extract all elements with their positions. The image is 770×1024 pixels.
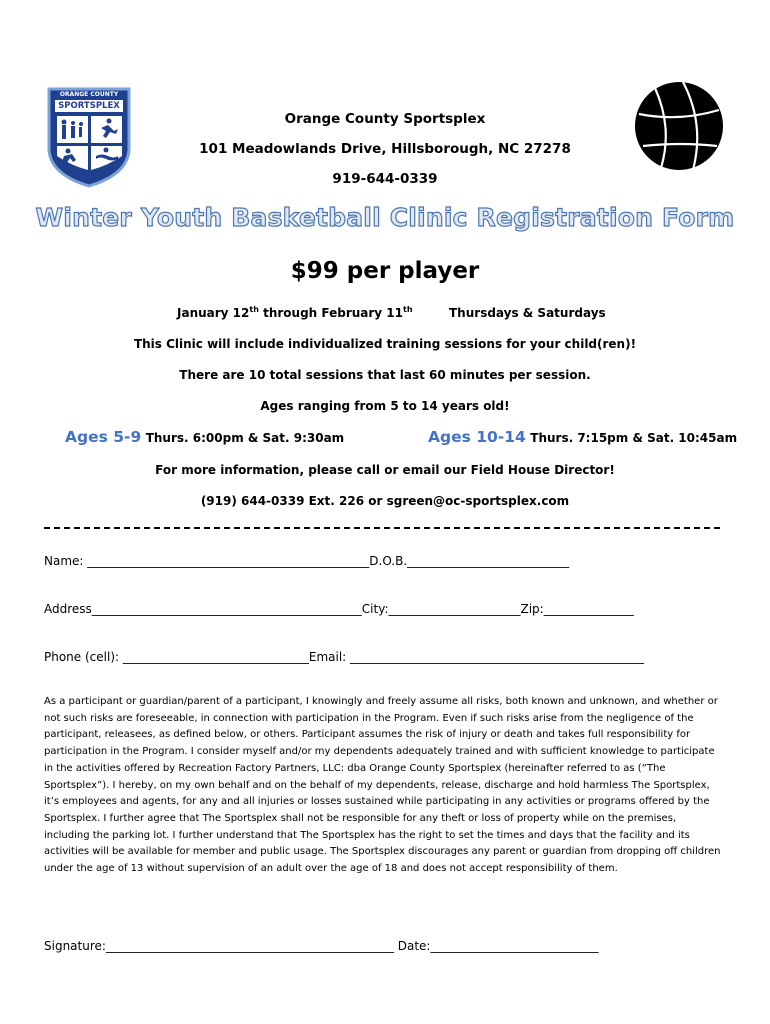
age-group-2-times: Thurs. 7:15pm & Sat. 10:45am — [530, 431, 738, 445]
form-title: Winter Youth Basketball Clinic Registration Form — [35, 203, 735, 232]
contact-line: (919) 644-0339 Ext. 226 or sgreen@oc-sportsplex.com — [200, 494, 570, 508]
email-field[interactable]: _________________________________________________ — [350, 650, 645, 664]
email-label: Email: — [308, 650, 351, 664]
phone-label: Phone (cell): — [44, 650, 123, 664]
date-through: through February 11 — [258, 306, 403, 320]
price: $99 per player — [290, 258, 480, 284]
org-phone: 919-644-0339 — [332, 171, 438, 187]
date-start: January 12 — [177, 306, 250, 320]
age-group-2-ages: Ages 10-14 — [428, 428, 526, 446]
age-group-1-ages: Ages 5-9 — [65, 428, 142, 446]
address-row — [44, 602, 634, 616]
signature-label: Signature: — [44, 939, 106, 953]
logo-top-text: ORANGE COUNTY — [59, 91, 119, 98]
date-start-suffix: th — [249, 305, 259, 314]
phone-row — [44, 650, 644, 664]
dob-field[interactable]: ___________________________ — [407, 554, 570, 568]
age-group-1 — [65, 428, 344, 447]
cut-line — [44, 527, 720, 529]
zip-label: Zip: — [520, 602, 544, 616]
org-address: 101 Meadowlands Drive, Hillsborough, NC 27278 — [199, 141, 571, 157]
name-label: Name: — [44, 554, 88, 568]
address-label: Address — [44, 602, 92, 616]
age-group-2 — [428, 428, 737, 447]
dob-label: D.O.B. — [369, 554, 408, 568]
logo-bottom-text: SPORTSPLEX — [58, 101, 120, 111]
info-line-1: This Clinic will include individualized training sessions for your child(ren)! — [133, 337, 637, 351]
org-name: Orange County Sportsplex — [284, 111, 486, 127]
address-field[interactable]: _____________________________________________ — [91, 602, 362, 616]
city-label: City: — [361, 602, 389, 616]
liability-waiver: As a participant or guardian/parent of a participant, I knowingly and freely assume all risks, both known and unknown, and whether or not such risks are foreseeable, in connection with participation in the Program. Even if such risks arise from the negligence of the participant, releasees, as defined below, or others. Participant assumes the risk of injury or death and takes full responsibility for participation in the Program. I consider myself and/or my dependents adequately trained and with sufficient knowledge to participate in the activities offered by Recreation Factory Partners, LLC: dba Orange County Sportsplex (hereinafter referred to as (“The Sportsplex”). I hereby, on my own behalf and on the behalf of my dependents, release, discharge and hold harmless The Sportsplex, it’s employees and agents, for any and all injuries or losses sustained while participating in any activities or programs offered by the Sportsplex. I further agree that The Sportsplex shall not be responsible for any theft or loss of property while on the premises, including the parking lot. I further understand that The Sportsplex has the right to set the times and days that the facility and its activities will be available for member and public usage. The Sportsplex discourages any parent or guardian from dropping off children under the age of 13 without supervision of an adult over the age of 18 and does not accept responsibility of them. — [44, 696, 721, 875]
age-group-1-times: Thurs. 6:00pm & Sat. 9:30am — [145, 431, 345, 445]
date-range — [177, 306, 413, 320]
name-row — [44, 554, 569, 568]
session-days: Thursdays & Saturdays — [449, 306, 606, 320]
name-field[interactable]: _______________________________________________ — [87, 554, 370, 568]
zip-field[interactable]: _______________ — [543, 602, 634, 616]
city-field[interactable]: ______________________ — [388, 602, 521, 616]
signature-row — [44, 939, 598, 953]
date-end-suffix: th — [403, 305, 413, 314]
phone-field[interactable]: _______________________________ — [122, 650, 309, 664]
signature-field[interactable]: ________________________________________________ — [105, 939, 394, 953]
date-field[interactable]: ____________________________ — [430, 939, 599, 953]
info-line-2: There are 10 total sessions that last 60 minutes per session. — [179, 368, 591, 382]
info-line-3: Ages ranging from 5 to 14 years old! — [260, 399, 510, 413]
date-label: Date: — [393, 939, 431, 953]
contact-prompt: For more information, please call or email our Field House Director! — [155, 463, 615, 477]
